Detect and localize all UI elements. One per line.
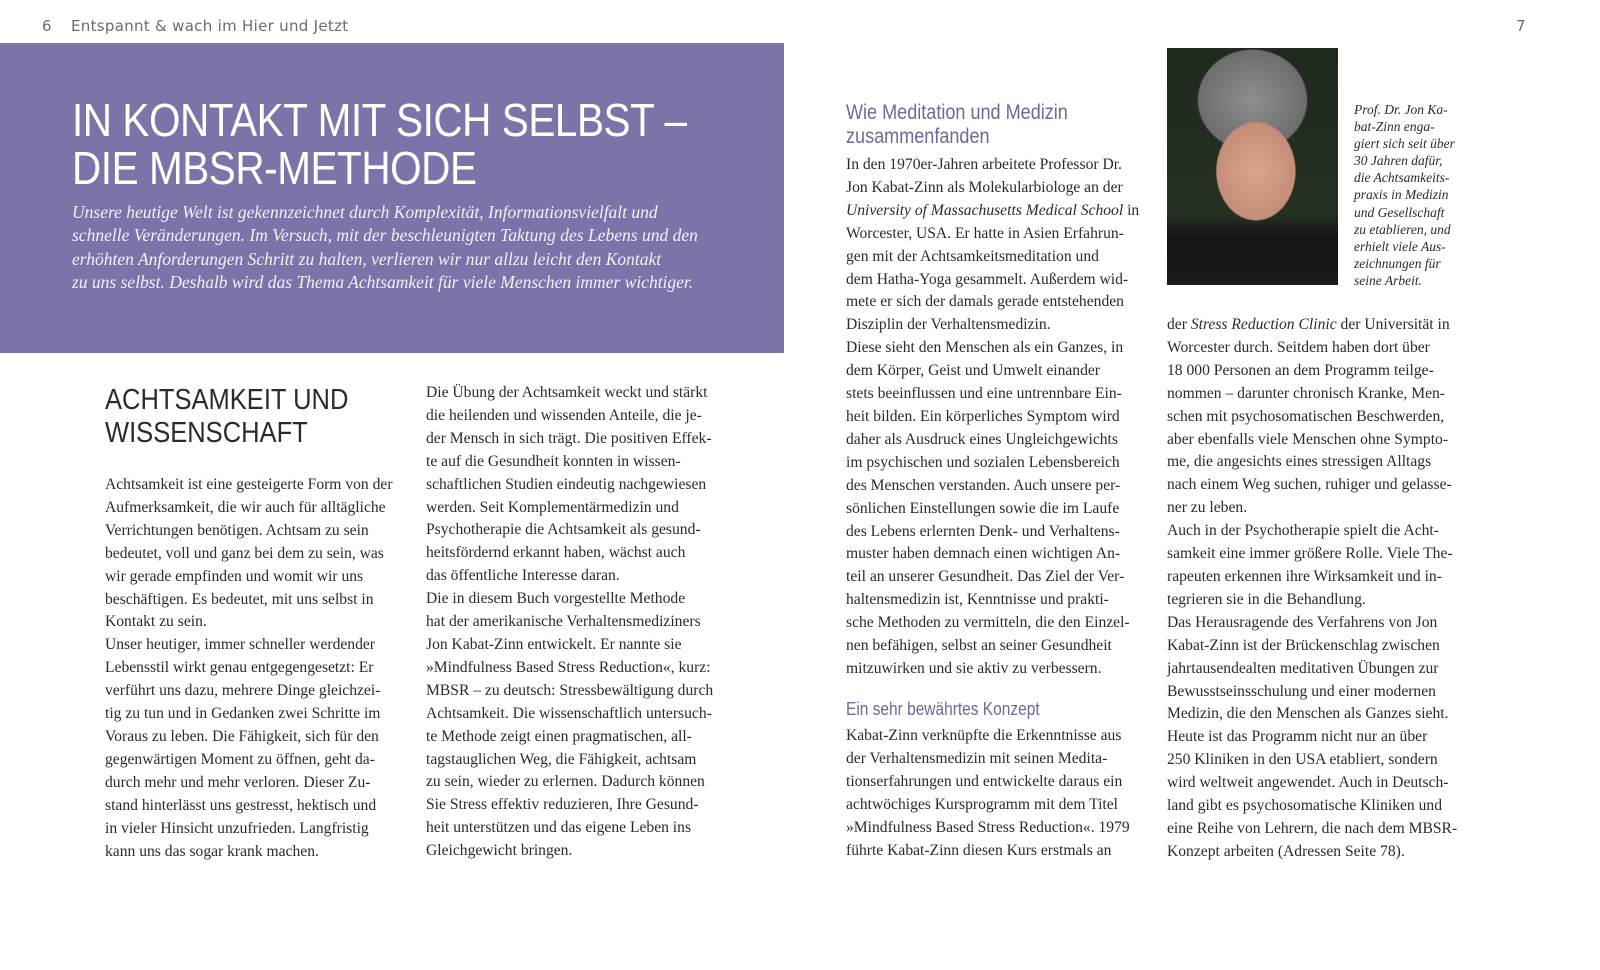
- text-line: Disziplin der Verhaltensmedizin.: [846, 316, 1051, 334]
- text-line: bedeutet, voll und ganz bei dem zu sein, was: [105, 544, 384, 562]
- text-line: Kabat-Zinn ist der Brückenschlag zwischen: [1167, 636, 1440, 654]
- text-line: durch mehr und mehr verloren. Dieser Zu-: [105, 773, 371, 791]
- text-line: nommen – darunter chronisch Kranke, Men-: [1167, 384, 1445, 402]
- text-line: dem Hatha-Yoga gesammelt. Außerdem wid-: [846, 270, 1129, 288]
- text-line: Worcester, USA. Er hatte in Asien Erfahrun-: [846, 224, 1124, 242]
- text-line: und Gesellschaft: [1354, 204, 1445, 220]
- intro-line: zu uns selbst. Deshalb wird das Thema Achtsamkeit für viele Menschen immer wichtiger.: [72, 271, 694, 292]
- text-line: »Mindfulness Based Stress Reduction«, kurz:: [426, 658, 711, 676]
- text-line: In den 1970er-Jahren arbeitete Professor Dr.: [846, 156, 1122, 173]
- text-line: die heilenden und wissenden Anteile, die je-: [426, 406, 702, 424]
- text-line: nen befähigen, selbst an seiner Gesundheit: [846, 637, 1112, 655]
- text-line: tegrieren sie in die Behandlung.: [1167, 590, 1366, 608]
- text-segment: der Universität in: [1336, 316, 1450, 333]
- text-line: stets beeinflussen und eine untrennbare Ein-: [846, 385, 1122, 403]
- text-line: 18 000 Personen an dem Programm teilge-: [1167, 361, 1434, 379]
- text-line: MBSR – zu deutsch: Stressbewältigung durch: [426, 681, 714, 699]
- text-line: die Achtsamkeits-: [1354, 170, 1450, 186]
- photo-caption: [1354, 101, 1455, 289]
- text-line: jahrtausendealten meditativen Übungen zur: [1167, 659, 1439, 677]
- italic-text: Stress Reduction Clinic: [1190, 316, 1337, 333]
- text-line: schen mit psychosomatischen Beschwerden,: [1167, 407, 1445, 425]
- subsection-heading-konzept: Ein sehr bewährtes Konzept: [846, 699, 1040, 719]
- text-line: eine Reihe von Lehrern, die nach dem MBSR-: [1167, 819, 1458, 837]
- text-line: giert sich seit über: [1354, 136, 1455, 152]
- text-line: 30 Jahren dafür,: [1354, 153, 1443, 169]
- chapter-title: [72, 96, 687, 192]
- text-line: Unser heutiger, immer schneller werdender: [105, 636, 375, 654]
- text-line: werden. Seit Komplementärmedizin und: [426, 498, 679, 516]
- text-line: kann uns das sogar krank machen.: [105, 842, 319, 860]
- text-line: me, die angesichts eines stressigen Alltags: [1167, 453, 1432, 471]
- text-line: des Lebens erlernten Denk- und Verhaltens-: [846, 522, 1120, 540]
- text-line: Das Herausragende des Verfahrens von Jon: [1167, 613, 1438, 631]
- text-line: haltensmedizin ist, Kenntnisse und prakti-: [846, 591, 1109, 609]
- text-line: Bewusstseinsschulung und einer modernen: [1167, 682, 1436, 700]
- text-line: gegenwärtigen Moment zu öffnen, geht da-: [105, 750, 375, 768]
- text-line: Kabat-Zinn verknüpfte die Erkenntnisse aus: [846, 727, 1122, 744]
- text-line: seine Arbeit.: [1354, 272, 1422, 288]
- text-line: gen mit der Achtsamkeitsmeditation und: [846, 247, 1099, 265]
- text-line: praxis in Medizin: [1354, 187, 1449, 203]
- text-line: daher als Ausdruck eines Ungleichgewichts: [846, 430, 1118, 448]
- intro-line: erhöhten Anforderungen Schritt zu halten, verlieren wir nur allzu leicht den Kontakt: [72, 248, 662, 269]
- text-line: achtwöchiges Kursprogramm mit dem Titel: [846, 795, 1118, 813]
- text-segment: der: [1167, 316, 1191, 333]
- text-line: des Menschen verstanden. Auch unsere per-: [846, 476, 1121, 494]
- text-line: mete er sich der damals gerade entstehenden: [846, 293, 1124, 311]
- running-title: Entspannt & wach im Hier und Jetzt: [71, 17, 349, 35]
- text-line: Gleichgewicht bringen.: [426, 842, 573, 860]
- text-line: zu sein, wieder zu erlernen. Dadurch können: [426, 773, 705, 791]
- text-line: Die Übung der Achtsamkeit weckt und stärkt: [426, 384, 708, 401]
- text-line: Jon Kabat-Zinn entwickelt. Er nannte sie: [426, 635, 682, 653]
- text-line: Psychotherapie die Achtsamkeit als gesund-: [426, 521, 701, 539]
- text-line: Verrichtungen benötigen. Achtsam zu sein: [105, 521, 369, 539]
- section-heading-line: ACHTSAMKEIT UND: [105, 384, 349, 416]
- column-4-text: [1167, 314, 1457, 864]
- section-heading-line: WISSENSCHAFT: [105, 417, 308, 449]
- text-line: mitzuwirken und sie aktiv zu verbessern.: [846, 659, 1102, 677]
- text-line: ner zu leben.: [1167, 499, 1248, 517]
- text-line: zeichnungen für: [1354, 255, 1441, 271]
- text-line: teil an unserer Gesundheit. Das Ziel der Ver-: [846, 568, 1125, 586]
- text-line: Achtsamkeit ist eine gesteigerte Form von der: [105, 476, 393, 493]
- text-line: Achtsamkeit. Die wissenschaftlich untersuch-: [426, 704, 712, 722]
- intro-line: Unsere heutige Welt ist gekennzeichnet durch Komplexität, Informationsvielfalt und: [72, 202, 658, 222]
- column-3-text: [846, 154, 1139, 681]
- text-line: hat der amerikanische Verhaltensmediziners: [426, 613, 701, 631]
- text-segment: in: [1123, 201, 1140, 219]
- text-line: erhielt viele Aus-: [1354, 238, 1446, 254]
- portrait-photo: [1167, 48, 1338, 285]
- text-line: Diese sieht den Menschen als ein Ganzes, in: [846, 339, 1124, 357]
- column-1-text: [105, 474, 393, 863]
- text-line: Lebensstil wirkt genau entgegengesetzt: Er: [105, 659, 374, 677]
- text-line: der Mensch in sich trägt. Die positiven Effek-: [426, 429, 712, 447]
- text-line: Worcester durch. Seitdem haben dort über: [1167, 338, 1430, 356]
- text-line: im psychischen und sozialen Lebensbereich: [846, 453, 1120, 471]
- column-3-text-continued: [846, 725, 1130, 862]
- section-heading: [105, 384, 348, 450]
- text-line: Kontakt zu sein.: [105, 613, 207, 631]
- text-line: Voraus zu leben. Die Fähigkeit, sich für den: [105, 727, 379, 745]
- text-line: beschäftigen. Es bedeutet, mit uns selbst in: [105, 590, 374, 608]
- text-line: heit bilden. Ein körperliches Symptom wird: [846, 407, 1120, 425]
- text-line: »Mindfulness Based Stress Reduction«. 1979: [846, 818, 1130, 836]
- text-line: Die in diesem Buch vorgestellte Methode: [426, 590, 686, 608]
- chapter-intro: [72, 201, 772, 294]
- chapter-title-line: IN KONTAKT MIT SICH SELBST –: [72, 94, 687, 146]
- text-line: tionserfahrungen und entwickelte daraus ein: [846, 772, 1123, 790]
- subsection-heading-line: Wie Meditation und Medizin: [846, 101, 1068, 124]
- text-line: Medizin, die den Menschen als Ganzes sieht.: [1167, 705, 1449, 723]
- text-line: aber ebenfalls viele Menschen ohne Sympto-: [1167, 430, 1449, 448]
- text-line: tig zu tun und in Gedanken zwei Schritte im: [105, 705, 381, 723]
- text-line: bat-Zinn enga-: [1354, 119, 1435, 135]
- text-line: te Methode zeigt einen pragmatischen, all-: [426, 727, 692, 745]
- title-banner: [0, 43, 784, 353]
- text-line: in vieler Hinsicht unzufrieden. Langfristig: [105, 819, 369, 837]
- chapter-title-line: DIE MBSR-METHODE: [72, 142, 477, 194]
- text-line: [1167, 314, 1457, 337]
- text-line: [846, 200, 1139, 223]
- text-line: zu etablieren, und: [1354, 221, 1451, 237]
- text-line: samkeit eine immer größere Rolle. Viele The-: [1167, 545, 1453, 563]
- column-2-text: [426, 382, 713, 863]
- text-line: Heute ist das Programm nicht nur an über: [1167, 728, 1428, 746]
- text-line: rapeuten erkennen ihre Wirksamkeit und in-: [1167, 567, 1442, 585]
- text-line: land gibt es psychosomatische Kliniken und: [1167, 797, 1443, 815]
- text-line: führte Kabat-Zinn diesen Kurs erstmals an: [846, 841, 1112, 859]
- text-line: heit unterstützen und das eigene Leben ins: [426, 819, 692, 837]
- page-number-left: 6: [42, 17, 52, 35]
- text-line: Konzept arbeiten (Adressen Seite 78).: [1167, 842, 1405, 860]
- text-line: verführt uns dazu, mehrere Dinge gleichzei-: [105, 682, 381, 700]
- text-line: stand hinterlässt uns gestresst, hektisch und: [105, 796, 377, 814]
- text-line: heitsfördernd erkannt haben, wächst auch: [426, 544, 686, 562]
- text-line: 250 Kliniken in den USA etabliert, sondern: [1167, 751, 1438, 769]
- text-line: Auch in der Psychotherapie spielt die Acht-: [1167, 522, 1439, 540]
- text-line: wir gerade empfinden und womit wir uns: [105, 567, 364, 585]
- text-line: sche Methoden zu vermitteln, die den Einzel-: [846, 614, 1130, 632]
- text-line: das öffentliche Interesse daran.: [426, 567, 620, 585]
- text-line: Aufmerksamkeit, die wir auch für alltägliche: [105, 498, 386, 516]
- text-line: wird weltweit angewendet. Auch in Deutsch-: [1167, 774, 1449, 792]
- text-line: Sie Stress effektiv reduzieren, Ihre Gesund-: [426, 796, 699, 814]
- text-line: schaftlichen Studien eindeutig nachgewiesen: [426, 475, 707, 493]
- italic-text: University of Massachusetts Medical School: [846, 201, 1124, 219]
- text-line: tagstauglichen Weg, die Fähigkeit, achtsam: [426, 750, 697, 768]
- text-line: der Verhaltensmedizin mit seinen Medita-: [846, 749, 1108, 767]
- text-line: sönlichen Einstellungen sowie die im Laufe: [846, 499, 1120, 517]
- text-line: Jon Kabat-Zinn als Molekularbiologe an der: [846, 178, 1123, 196]
- text-line: Prof. Dr. Jon Ka-: [1354, 102, 1448, 117]
- text-line: muster haben demnach einen wichtigen An-: [846, 545, 1121, 563]
- text-line: nach einem Weg suchen, ruhiger und gelasse-: [1167, 476, 1452, 494]
- intro-line: schnelle Veränderungen. Im Versuch, mit der beschleunigten Taktung des Lebens und den: [72, 225, 698, 246]
- page-number-right: 7: [1516, 17, 1526, 35]
- text-line: dem Körper, Geist und Umwelt einander: [846, 362, 1100, 380]
- text-line: te auf die Gesundheit konnten in wissen-: [426, 452, 681, 470]
- subsection-heading: [846, 101, 1068, 149]
- subsection-heading-line: zusammenfanden: [846, 125, 990, 148]
